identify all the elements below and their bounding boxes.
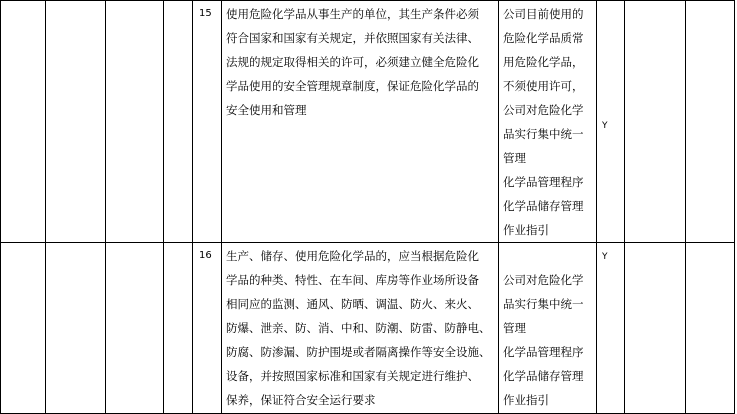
requirement-line: 设备，并按照国家标准和国家有关规定进行维护、 (226, 369, 479, 383)
empty-cell (164, 243, 193, 414)
document-line: 管理 (503, 151, 526, 165)
document-line: 作业指引 (503, 393, 549, 407)
document-line: 化学品管理程序 (503, 175, 584, 189)
requirement-line: 保养，保证符合安全运行要求 (226, 393, 376, 407)
empty-cell (625, 243, 686, 414)
empty-cell (686, 243, 735, 414)
table-row (1, 243, 735, 414)
document-line: 公司对危险化学 (503, 103, 584, 117)
requirement-line: 生产、储存、使用危险化学品的，应当根据危险化 (226, 249, 479, 263)
empty-cell (1, 1, 46, 243)
compliance-mark (597, 1, 625, 243)
document-line: 管理 (503, 321, 526, 335)
requirement-line: 学品使用的安全管理规章制度，保证危险化学品的 (226, 79, 479, 93)
compliance-document (499, 243, 597, 414)
document-line: 化学品储存管理 (503, 199, 584, 213)
requirement-text (222, 1, 499, 243)
requirement-line: 法规的规定取得相关的许可，必须建立健全危险化 (226, 55, 479, 69)
document-line: 化学品储存管理 (503, 369, 584, 383)
document-spacer (503, 244, 596, 268)
document-line: 作业指引 (503, 223, 549, 237)
empty-cell (106, 243, 164, 414)
requirement-line: 相同应的监测、通风、防晒、调温、防火、来火、 (226, 297, 479, 311)
document-line: 不须使用许可， (503, 79, 584, 93)
compliance-document (499, 1, 597, 243)
document-line: 危险化学品质常 (503, 31, 584, 45)
table-row (1, 1, 735, 243)
document-line: 公司目前使用的 (503, 7, 584, 21)
document-line: 公司对危险化学 (503, 273, 584, 287)
document-line: 品实行集中统一 (503, 297, 584, 311)
requirement-line: 安全使用和管理 (226, 103, 307, 117)
empty-cell (164, 1, 193, 243)
item-number: 16 (193, 243, 222, 414)
empty-cell (625, 1, 686, 243)
empty-cell (46, 243, 106, 414)
empty-cell (46, 1, 106, 243)
document-line: 化学品管理程序 (503, 345, 584, 359)
empty-cell (106, 1, 164, 243)
requirement-line: 防爆、泄亲、防、消、中和、防潮、防雷、防静电、 (226, 321, 491, 335)
item-number: 15 (193, 1, 222, 243)
compliance-mark (597, 243, 625, 414)
document-line: 用危险化学品， (503, 55, 584, 69)
requirement-line: 防腐、防渗漏、防护围堤或者隔离操作等安全设施、 (226, 345, 491, 359)
document-line: 品实行集中统一 (503, 127, 584, 141)
compliance-mark-text: Y (602, 121, 608, 131)
empty-cell (686, 1, 735, 243)
requirement-line: 使用危险化学品从事生产的单位，其生产条件必须 (226, 7, 479, 21)
compliance-mark-text: Y (602, 252, 608, 262)
requirement-line: 符合国家和国家有关规定，并依照国家有关法律、 (226, 31, 479, 45)
requirement-line: 学品的种类、特性、在车间、库房等作业场所设备 (226, 273, 479, 287)
empty-cell (1, 243, 46, 414)
requirement-text (222, 243, 499, 414)
